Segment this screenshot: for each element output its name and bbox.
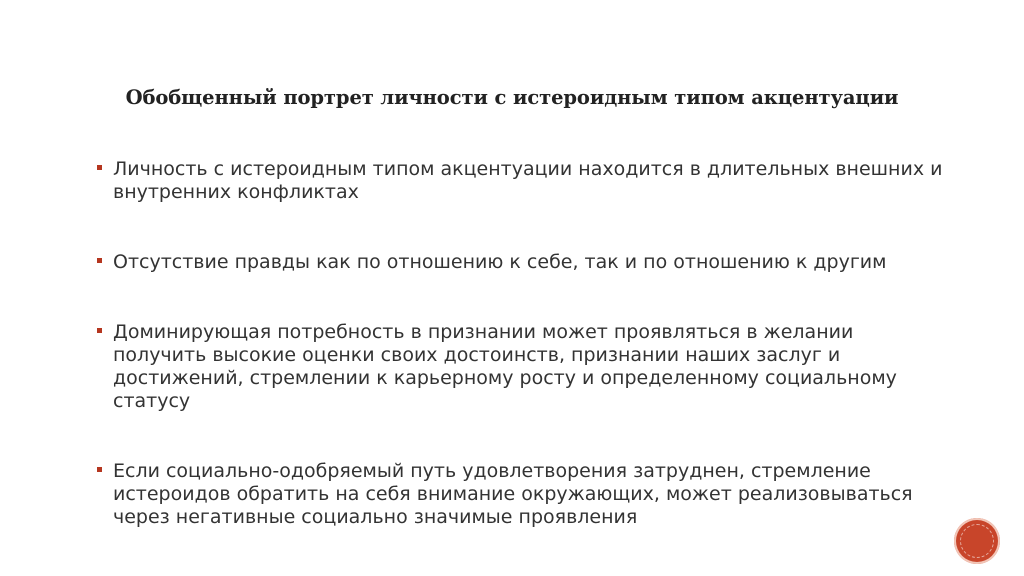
bullet-list [97, 158, 947, 529]
bullet-text: Если социально-одобряемый путь удовлетворения затруднен, стремление истероидов обратить на себя внимание окружающих, может реализовываться через негативные социально значимые проявления [113, 460, 913, 528]
bullet-text: Отсутствие правды как по отношению к себе, так и по отношению к другим [113, 251, 887, 273]
square-bullet-icon [97, 467, 102, 472]
decorative-circle-logo-icon [954, 518, 1000, 564]
bullet-item [97, 158, 947, 204]
logo-ring [960, 524, 994, 558]
bullet-item [97, 251, 947, 274]
bullet-text: Личность с истероидным типом акцентуации находится в длительных внешних и внутренних конфликтах [113, 158, 943, 203]
square-bullet-icon [97, 258, 102, 263]
bullet-item [97, 321, 947, 413]
slide-title: Обобщенный портрет личности с истероидным типом акцентуации [125, 86, 899, 109]
bullet-text: Доминирующая потребность в признании может проявляться в желании получить высокие оценки своих достоинств, признании наших заслуг и достижений, стремлении к карьерному росту и определенному социальному статусу [113, 321, 897, 412]
bullet-item [97, 460, 947, 529]
square-bullet-icon [97, 165, 102, 170]
square-bullet-icon [97, 328, 102, 333]
